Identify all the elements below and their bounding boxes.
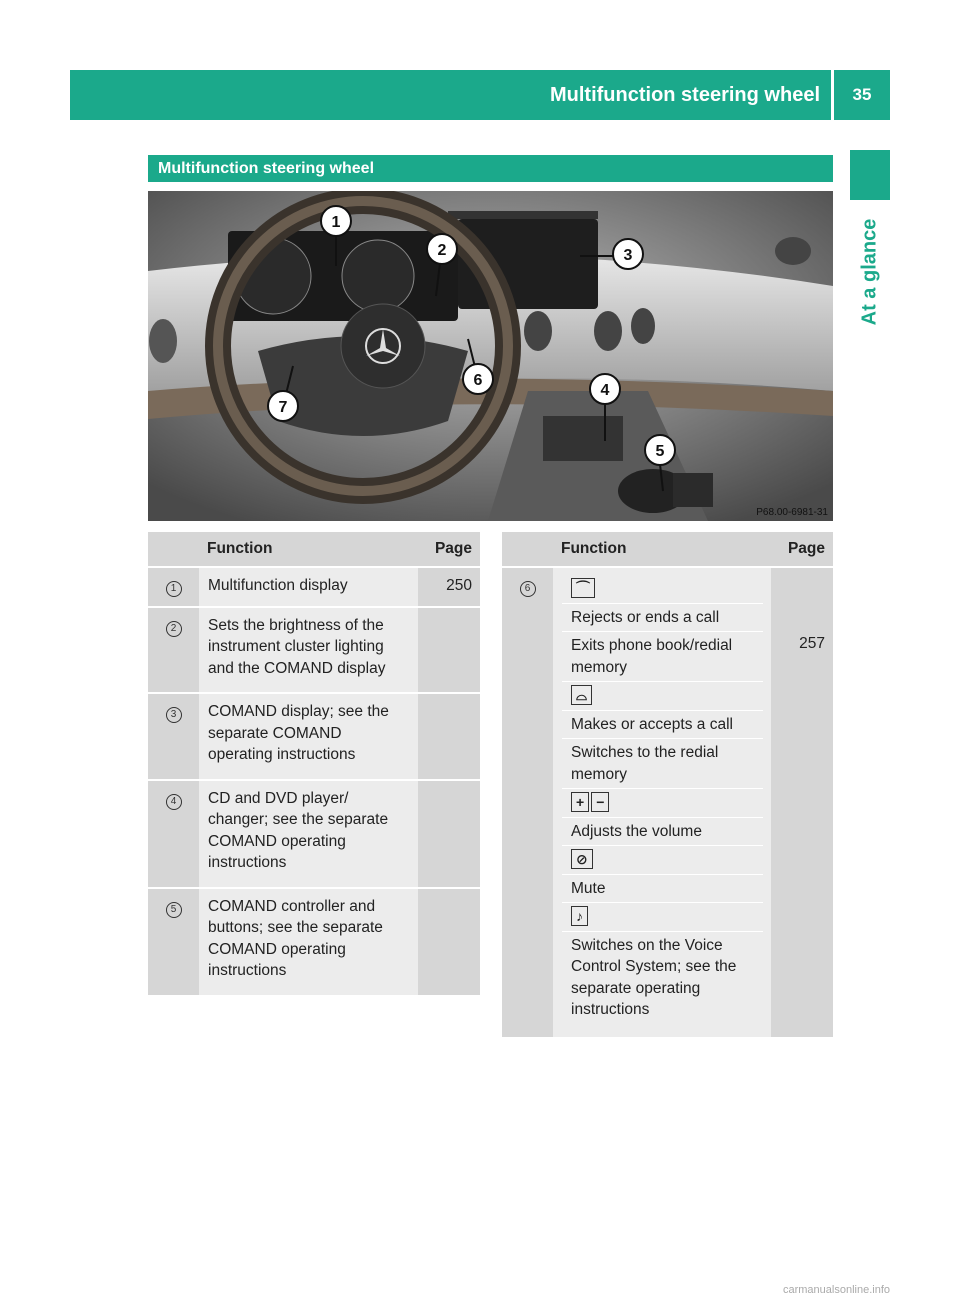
page-ref (418, 693, 480, 780)
svg-text:7: 7 (278, 399, 288, 416)
item-number-badge: 1 (166, 581, 182, 597)
left-function-table (148, 532, 480, 995)
table-row (148, 780, 480, 888)
left-header-function: Function (199, 532, 418, 567)
page-ref (418, 780, 480, 888)
callout-7 (268, 391, 298, 421)
svg-text:4: 4 (600, 382, 610, 399)
footer-watermark: carmanualsonline.info (782, 1284, 890, 1296)
svg-text:2: 2 (437, 242, 447, 259)
function-text: Multifunction display (199, 567, 418, 607)
accept-call-icon: ⌓ (571, 685, 592, 705)
function-text: Mute (562, 875, 763, 904)
function-text: Adjusts the volume (562, 818, 763, 847)
callout-3 (613, 239, 643, 269)
function-text: Rejects or ends a call (562, 604, 763, 633)
section-title: Multifunction steering wheel (148, 155, 833, 182)
page-ref (418, 888, 480, 995)
callout-4 (590, 374, 620, 404)
callout-2 (427, 234, 457, 264)
page-header (70, 70, 890, 120)
figure-code: P68.00-6981-31 (756, 507, 828, 518)
table-row (148, 693, 480, 780)
voice-control-icon: ♪ (571, 906, 588, 926)
table-row (148, 607, 480, 694)
callout-6 (463, 364, 493, 394)
left-header-page: Page (418, 532, 480, 567)
function-text: COMAND display; see the separate COMAND operating instructions (199, 693, 418, 780)
svg-text:5: 5 (655, 443, 665, 460)
item-number-badge: 2 (166, 621, 182, 637)
item-number-badge: 5 (166, 902, 182, 918)
mute-icon: ⊘ (571, 849, 593, 869)
header-title: Multifunction steering wheel (549, 84, 820, 106)
right-function-table (502, 532, 833, 1037)
volume-up-icon: + (571, 792, 589, 812)
side-tab-marker (850, 150, 890, 200)
end-call-icon: ⌒ (571, 578, 595, 598)
right-header-function: Function (553, 532, 771, 567)
page-number: 35 (852, 85, 872, 104)
svg-text:3: 3 (623, 247, 633, 264)
callout-1 (321, 206, 351, 236)
side-tab-label: At a glance (858, 218, 881, 326)
item-number-badge: 4 (166, 794, 182, 810)
function-text: Sets the brightness of the instrument cluster lighting and the COMAND display (199, 607, 418, 694)
function-text: Makes or accepts a call (562, 711, 763, 740)
function-text: CD and DVD player/ changer; see the separate COMAND operating instructions (199, 780, 418, 888)
svg-text:6: 6 (473, 372, 483, 389)
page-ref (418, 607, 480, 694)
table-row (502, 567, 833, 1037)
table-row (148, 567, 480, 607)
function-text: Exits phone book/redial memory (562, 632, 763, 682)
function-text: Switches on the Voice Control System; see the separate operating instructions (571, 936, 737, 1018)
page-ref: 250 (418, 567, 480, 607)
function-text: Switches to the redial memory (562, 739, 763, 789)
table-row (148, 888, 480, 995)
item-number-badge: 6 (520, 581, 536, 597)
right-header-page: Page (771, 532, 833, 567)
dashboard-figure (148, 191, 833, 521)
function-text: COMAND controller and buttons; see the separate COMAND operating instructions (199, 888, 418, 995)
svg-text:1: 1 (331, 214, 341, 231)
page-ref: 257 (799, 635, 825, 652)
item-number-badge: 3 (166, 707, 182, 723)
callout-5 (645, 435, 675, 465)
volume-down-icon: − (591, 792, 609, 812)
